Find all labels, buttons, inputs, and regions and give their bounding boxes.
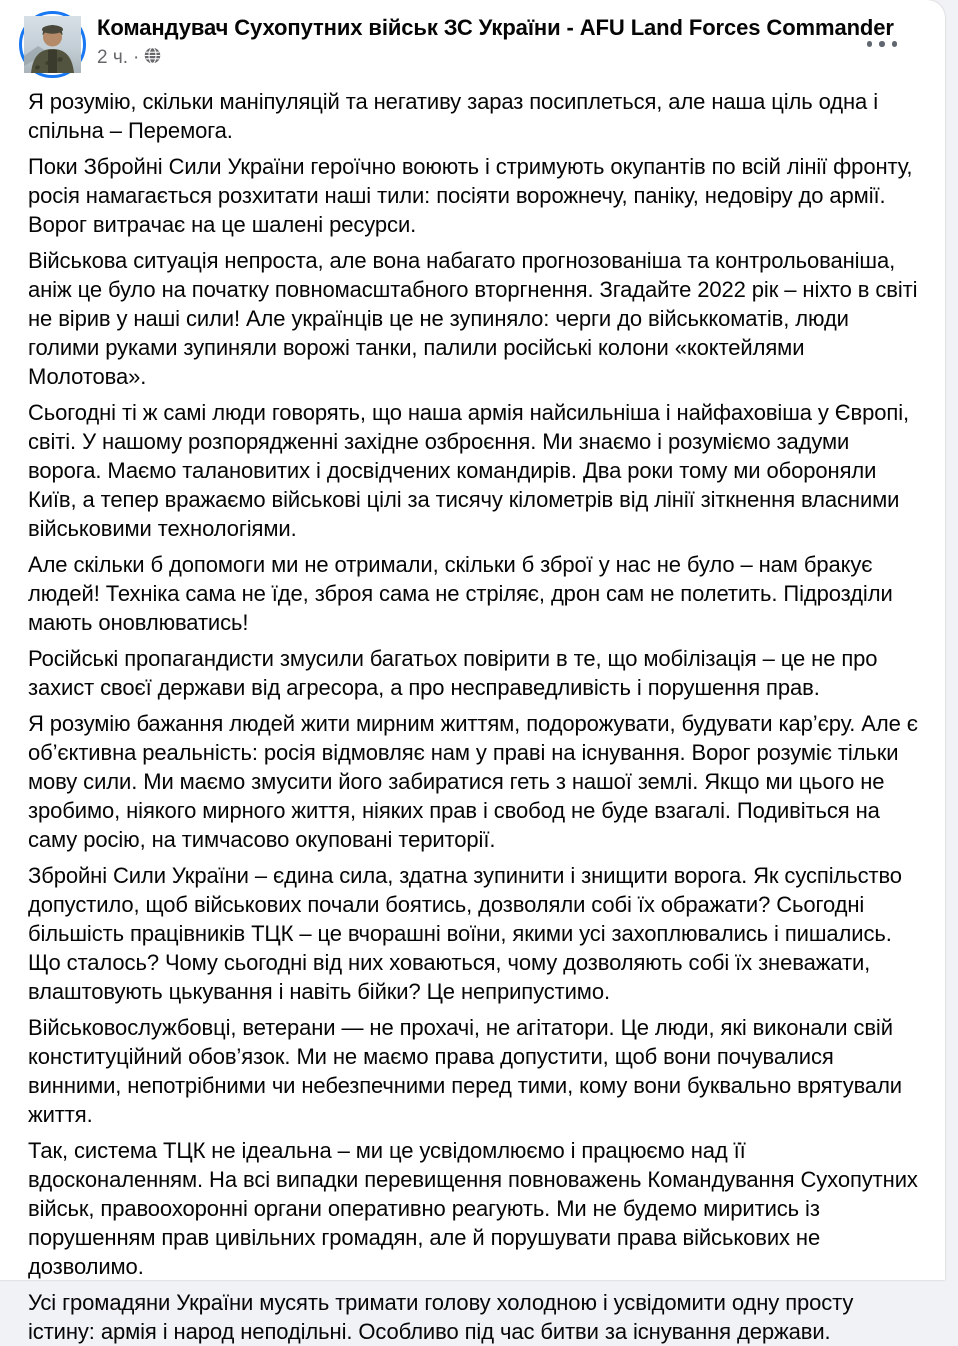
globe-icon <box>144 47 161 70</box>
post-paragraph: Збройні Сили України – єдина сила, здатна зупинити і знищити ворога. Як суспільство допустило, щоб військових почали боятись, дозволяли собі їх ображати? Сьогодні більшість працівників ТЦК – це вчорашні воїни, якими усі захоплювались і пишались. Що сталось? Чому сьогодні від них ховаються, чому дозволяють собі їх зневажати, влаштовують цькування і навіть бійки? Це неприпустимо. <box>28 863 902 1004</box>
three-dots-icon <box>867 41 873 47</box>
meta-separator: · <box>133 46 140 68</box>
post-header-text <box>97 11 894 70</box>
avatar[interactable] <box>19 11 86 78</box>
post-paragraph: Усі громадяни України мусять тримати голову холодною і усвідомити одну просту істину: армія і народ неподільні. Особливо під час битви за існування держави. <box>28 1290 854 1344</box>
post-paragraph: Військовослужбовці, ветерани — не прохачі, не агітатори. Це люди, які виконали свій конституційний обов’язок. Ми не маємо права допустити, щоб вони почувалися винними, непотрібними чи небезпечними перед тими, кому вони буквально врятували життя. <box>28 1015 902 1127</box>
profile-photo-icon <box>24 16 81 73</box>
page-name-link[interactable]: Командувач Сухопутних військ ЗС України - AFU Land Forces Commander <box>97 15 894 40</box>
post-paragraph: Я розумію, скільки маніпуляцій та негативу зараз посиплеться, але наша ціль одна і спільна – Перемога. <box>28 89 878 143</box>
post-text <box>0 78 945 1346</box>
post-meta <box>97 46 863 70</box>
post-paragraph: Але скільки б допомоги ми не отримали, скільки б зброї у нас не було – нам бракує людей! Техніка сама не їде, зброя сама не стріляє, дрон сам не полетить. Підрозділи мають оновлюватись! <box>28 552 893 635</box>
post-paragraph: Я розумію бажання людей жити мирним життям, подорожувати, будувати кар’єру. Але є об’єктивна реальність: росія відмовляє нам у праві на існування. Ворог розуміє тільки мову сили. Ми маємо змусити його забиратися геть з нашої землі. Якщо ми цього не зробимо, ніякого мирного життя, ніяких прав і свобод не буде взагалі. Подивіться на саму росію, на тимчасово окуповані території. <box>28 711 918 852</box>
post-paragraph: Поки Збройні Сили України героїчно воюють і стримують окупантів по всій лінії фронту, росія намагається розхитати наші тили: посіяти ворожнечу, паніку, недовіру до армії. Ворог витрачає на це шалені ресурси. <box>28 154 913 237</box>
post-paragraph: Сьогодні ті ж самі люди говорять, що наша армія найсильніша і найфаховіша у Європі, світі. У нашому розпорядженні західне озброєння. Ми знаємо і розуміємо задуми ворога. Маємо талановитих і досвідчених командирів. Два роки тому ми обороняли Київ, а тепер вражаємо військові цілі за тисячу кілометрів від лінії зіткнення власними військовими технологіями. <box>28 400 909 541</box>
more-options-button[interactable] <box>863 33 902 55</box>
post-header <box>0 0 945 78</box>
post-paragraph: Військова ситуація непроста, але вона набагато прогнозованіша та контрольованіша, аніж це було на початку повномасштабного вторгнення. Згадайте 2022 рік – ніхто в світі не вірив у наші сили! Але українців це не зупиняло: черги до військкоматів, люди голими руками зупиняли ворожі танки, палили російські колони «коктейлями Молотова». <box>28 248 918 389</box>
timestamp-link[interactable]: 2 ч. <box>97 46 129 68</box>
post-paragraph: Так, система ТЦК не ідеальна – ми це усвідомлюємо і працюємо над її вдосконаленням. На всі випадки перевищення повноважень Командування Сухопутних військ, правоохоронні органи оперативно реагують. Ми не будемо миритись із порушенням прав цивільних громадян, але й порушувати права військових не дозволимо. <box>28 1138 918 1279</box>
post-paragraph: Російські пропагандисти змусили багатьох повірити в те, що мобілізація – це не про захист своєї держави від агресора, а про несправедливість і порушення прав. <box>28 646 878 700</box>
